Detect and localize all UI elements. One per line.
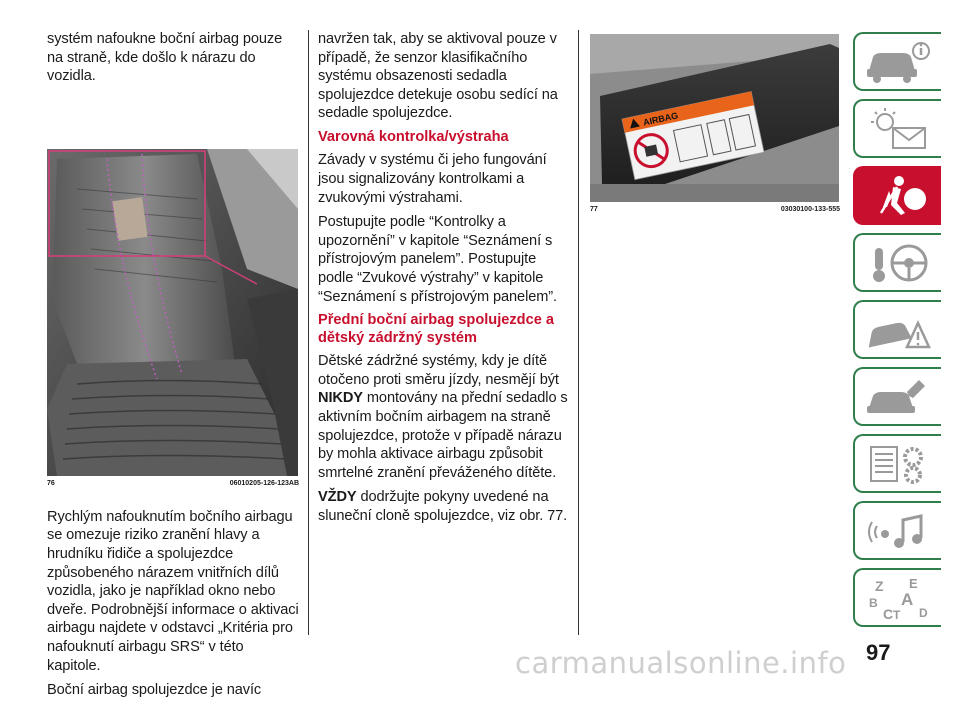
emphasis-never: NIKDY	[318, 390, 363, 407]
index-letter: A	[901, 589, 914, 609]
index-letters-icon	[863, 575, 933, 621]
car-service-icon	[863, 374, 933, 420]
column-right	[590, 30, 840, 215]
warning-lights-icon	[863, 106, 933, 152]
emphasis-always: VŽDY	[318, 489, 357, 506]
page-number: 97	[866, 640, 891, 665]
paragraph: navržen tak, aby se aktivoval pouze v případě, že senzor klasifikačního systému obsazenosti sedadla spolujezdce detekuje osobu sedící na sedadle spolujezdce.	[318, 31, 558, 122]
paragraph	[318, 352, 568, 482]
section-heading: Varovná kontrolka/výstraha	[318, 128, 509, 145]
column-left	[47, 30, 299, 706]
paragraph: Rychlým nafouknutím bočního airbagu se omezuje riziko zranění hlavy a hrudníku řidiče a spolujezdce způsobeného nárazem vnitřních dílů vozidla, jako je například okno nebo dveře. Podrobnější informace o aktivaci airbagu najdete v odstavci „Kritéria pro nafouknutí airbagu SRS“ v této kapitole.	[47, 508, 299, 674]
text-run: montovány na přední sedadlo s aktivním bočním airbagem na straně spolujezdce, protože v případě nárazu by mohla aktivace airbagu způsobit smrtelné zranění převáženého dítěte.	[318, 390, 568, 481]
index-letter: T	[893, 607, 901, 622]
column-middle	[318, 30, 568, 532]
figure-77-caption	[590, 202, 840, 215]
column-divider	[578, 30, 579, 635]
seat-photo	[47, 149, 298, 476]
figure-number: 77	[590, 206, 598, 213]
index-letter: D	[919, 605, 928, 620]
figure-sun-visor-label	[590, 34, 839, 202]
chapter-tab-multimedia[interactable]	[853, 501, 941, 560]
sun-visor-photo	[590, 34, 839, 202]
section-heading: Přední boční airbag spolujezdce a dětský zádržný systém	[318, 312, 554, 346]
key-steering-icon	[863, 240, 933, 286]
paragraph: Závady v systému či jeho fungování jsou signalizovány kontrolkami a zvukovými výstrahami.	[318, 152, 547, 206]
chapter-tab-warning-lights[interactable]	[853, 99, 941, 158]
figure-seat-side-airbag	[47, 149, 298, 476]
chapter-tab-starting-driving[interactable]	[853, 233, 941, 292]
column-divider	[308, 30, 309, 635]
chapter-tab-airbag-safety[interactable]	[853, 166, 941, 225]
chapter-tab-servicing[interactable]	[853, 367, 941, 426]
figure-code: 06010205-126-123AB	[229, 479, 299, 487]
watermark: carmanualsonline.info	[515, 646, 847, 680]
paragraph: Postupujte podle “Kontrolky a upozornění” v kapitole “Seznámení s přístrojovým panelem”. Postupujte podle “Zvukové výstrahy” v kapitole “Seznámení s přístrojovým panelem”.	[318, 214, 558, 305]
chapter-sidebar	[853, 32, 941, 635]
figure-number: 76	[47, 479, 55, 487]
text-run: Dětské zádržné systémy, kdy je dítě otočeno proti směru jízdy, nesmějí být	[318, 353, 559, 388]
multimedia-icon	[863, 508, 933, 554]
car-info-icon	[863, 39, 933, 85]
paragraph: Boční airbag spolujezdce je navíc	[47, 682, 262, 699]
intro-text: systém nafoukne boční airbag pouze na straně, kde došlo k nárazu do vozidla.	[47, 31, 283, 85]
index-letter: C	[883, 605, 894, 622]
paragraph	[318, 488, 568, 525]
chapter-tab-car-info[interactable]	[853, 32, 941, 91]
chapter-tab-technical-data[interactable]	[853, 434, 941, 493]
index-letter: B	[869, 595, 878, 610]
text-run: dodržujte pokyny uvedené na sluneční cloně spolujezdce, viz obr. 77.	[318, 489, 568, 524]
visor-label-text: AIRBAG	[642, 110, 679, 128]
chapter-tab-emergency[interactable]	[853, 300, 941, 359]
index-letter: E	[909, 575, 918, 591]
emergency-car-icon	[863, 307, 933, 353]
chapter-tab-index[interactable]	[853, 568, 941, 627]
figure-code: 03030100-133-555	[780, 206, 840, 213]
technical-data-icon	[863, 441, 933, 487]
index-letter: Z	[875, 577, 884, 594]
airbag-safety-icon	[863, 173, 933, 219]
figure-76-caption	[47, 476, 299, 489]
